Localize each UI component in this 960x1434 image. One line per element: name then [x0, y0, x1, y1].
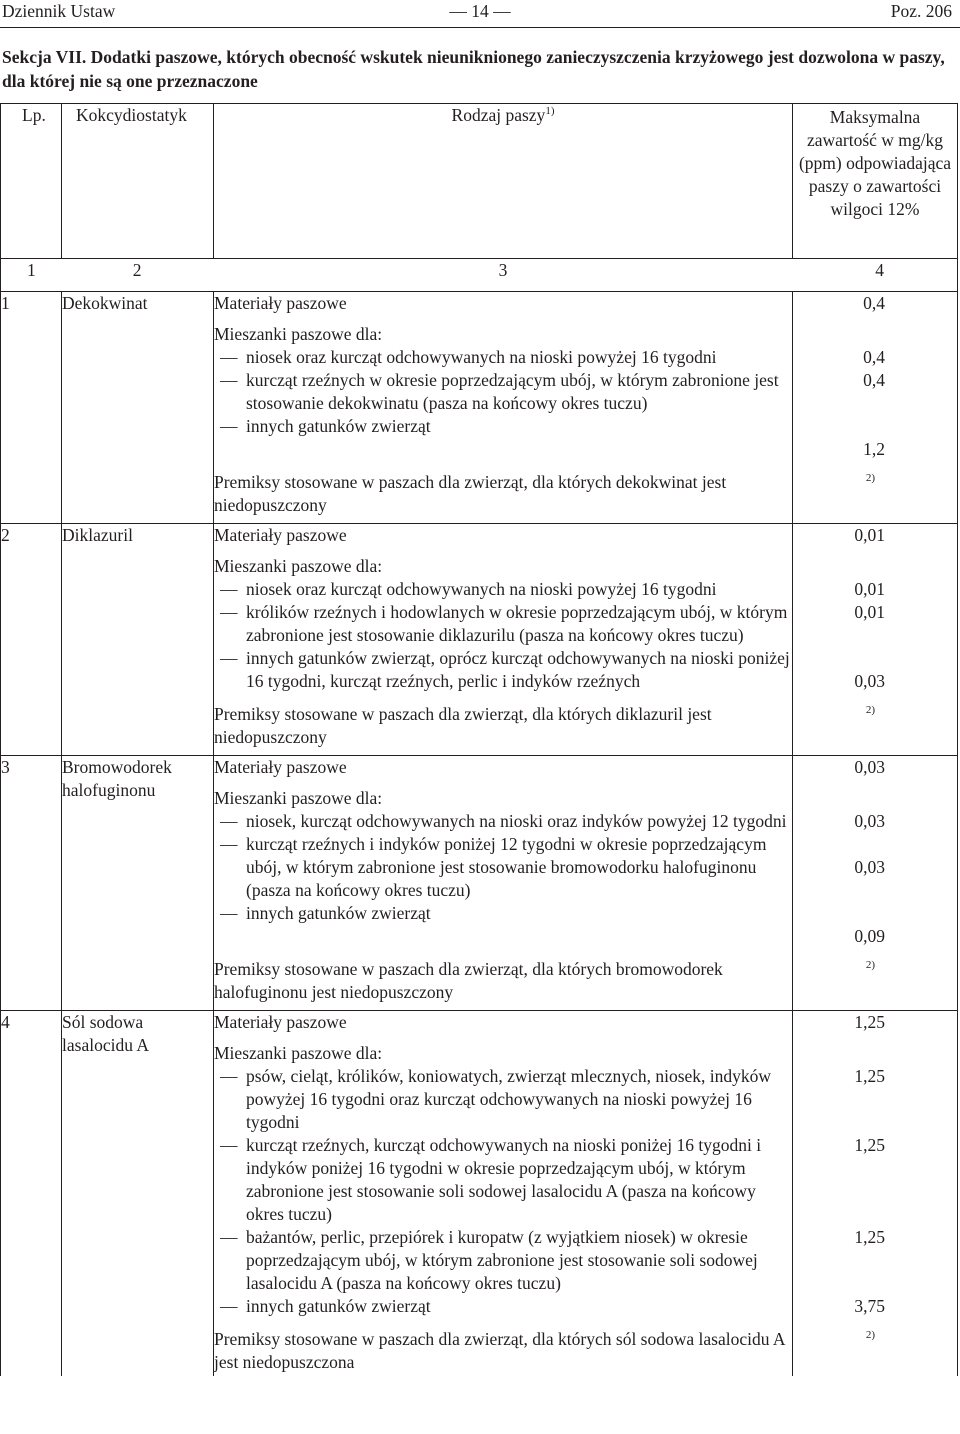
- header-rule: [0, 27, 960, 28]
- table-header-row: [1, 104, 958, 259]
- section-title: Sekcja VII. Dodatki paszowe, których obecność wskutek nieuniknionego zanieczyszczenia krzyżowego jest dozwolona w paszy, dla której nie są one przeznaczone: [2, 47, 945, 91]
- materialy-value: 1,25: [854, 1012, 885, 1032]
- mieszanki-label: Mieszanki paszowe dla:: [214, 324, 383, 344]
- row-coccidiostat-name: Dekokwinat: [62, 292, 214, 524]
- feed-item: — innych gatunków zwierząt, oprócz kurcząt odchowywanych na nioski poniżej 16 tygodni, kurcząt rzeźnych, perlic i indyków rzeźnych: [214, 647, 792, 693]
- row-lp: 2: [1, 524, 62, 756]
- page-number: — 14 —: [449, 1, 511, 21]
- coccidiostat-table: [0, 103, 958, 1376]
- feed-item-value: 3,75: [854, 1296, 885, 1316]
- materialy-label: Materiały paszowe: [214, 524, 793, 548]
- row-coccidiostat-name: Bromowodorek halofuginonu: [62, 756, 214, 1011]
- position-number: Poz. 206: [890, 1, 952, 21]
- feed-item-value: 0,03: [854, 671, 885, 691]
- header-rodzaj-paszy: [214, 104, 793, 259]
- row-lp: 3: [1, 756, 62, 1011]
- materialy-value: 0,4: [863, 293, 885, 313]
- col-number-1: 1: [1, 259, 62, 292]
- feed-item: — królików rzeźnych i hodowlanych w okresie poprzedzającym ubój, w którym zabronione jest stosowanie diklazurilu (pasza na końcowy okres tuczu): [214, 601, 792, 647]
- mieszanki-label: Mieszanki paszowe dla:: [214, 1043, 383, 1063]
- feed-item: — kurcząt rzeźnych i indyków poniżej 12 tygodni w okresie poprzedzającym ubój, w którym zabronione jest stosowanie bromowodorku halofuginonu (pasza na końcowy okres tuczu): [214, 833, 792, 902]
- col-number-3: 3: [214, 259, 793, 292]
- feed-item: — innych gatunków zwierząt: [214, 902, 792, 925]
- page-header: [0, 0, 960, 28]
- materialy-value: 0,03: [854, 757, 885, 777]
- col-number-2: 2: [62, 259, 214, 292]
- premiksy-text: Premiksy stosowane w paszach dla zwierząt, dla których bromowodorek halofuginonu jest niedopuszczony: [214, 948, 793, 1011]
- feed-item-value: 0,01: [854, 602, 885, 622]
- mieszanki-label: Mieszanki paszowe dla:: [214, 556, 383, 576]
- feed-item-value: 0,03: [854, 811, 885, 831]
- materialy-value: 0,01: [854, 525, 885, 545]
- feed-item-value: 0,4: [863, 370, 885, 390]
- header-kokcydiostatyk: Kokcydiostatyk: [62, 104, 214, 259]
- row-coccidiostat-name: Sól sodowa lasalocidu A: [62, 1011, 214, 1377]
- materialy-label: Materiały paszowe: [214, 1011, 793, 1035]
- journal-name: Dziennik Ustaw: [2, 1, 116, 21]
- premiksy-text: Premiksy stosowane w paszach dla zwierząt, dla których sól sodowa lasalocidu A jest niedopuszczona: [214, 1318, 793, 1376]
- header-max-content: Maksymalna zawartość w mg/kg (ppm) odpowiadająca paszy o zawartości wilgoci 12%: [793, 104, 958, 259]
- premiksy-text: Premiksy stosowane w paszach dla zwierząt, dla których dekokwinat jest niedopuszczony: [214, 461, 793, 524]
- row-coccidiostat-name: Diklazuril: [62, 524, 214, 756]
- feed-item: — bażantów, perlic, przepiórek i kuropatw (z wyjątkiem niosek) w okresie poprzedzającym ubój, w którym zabronione jest stosowanie soli sodowej lasalocidu A (pasza na końcowy okres tuczu): [214, 1226, 792, 1295]
- premiksy-text: Premiksy stosowane w paszach dla zwierząt, dla których diklazuril jest niedopuszczony: [214, 693, 793, 756]
- feed-item: — kurcząt rzeźnych, kurcząt odchowywanych na nioski poniżej 16 tygodni i indyków poniżej 16 tygodni w okresie poprzedzającym ubój, w którym zabronione jest stosowanie soli sodowej lasalocidu A (pasza na końcowy okres tuczu): [214, 1134, 792, 1226]
- feed-item-value: 1,25: [854, 1066, 885, 1086]
- feed-item-value: 0,01: [854, 579, 885, 599]
- premiksy-footnote: 2): [865, 959, 875, 971]
- column-number-row: [1, 259, 958, 292]
- feed-item-value: 1,2: [863, 439, 885, 459]
- feed-item-value: 0,4: [863, 347, 885, 367]
- table-row: [1, 524, 958, 756]
- premiksy-footnote: 2): [865, 704, 875, 716]
- table-row: [1, 1011, 958, 1377]
- row-lp: 1: [1, 292, 62, 524]
- premiksy-footnote: 2): [865, 1329, 875, 1341]
- col-number-4: 4: [793, 259, 958, 292]
- feed-item: — niosek oraz kurcząt odchowywanych na nioski powyżej 16 tygodni: [214, 346, 792, 369]
- header-footnote-1: 1): [545, 105, 555, 118]
- feed-item: — niosek, kurcząt odchowywanych na nioski oraz indyków powyżej 12 tygodni: [214, 810, 792, 833]
- header-rodzaj-label: Rodzaj paszy: [451, 105, 546, 125]
- feed-item-value: 0,09: [854, 926, 885, 946]
- table-row: [1, 292, 958, 524]
- materialy-label: Materiały paszowe: [214, 292, 793, 316]
- premiksy-footnote: 2): [865, 472, 875, 484]
- feed-item: — innych gatunków zwierząt: [214, 1295, 792, 1318]
- feed-item: — psów, cieląt, królików, koniowatych, zwierząt mlecznych, niosek, indyków powyżej 16 tygodni oraz kurcząt odchowywanych na nioski powyżej 16 tygodni: [214, 1065, 792, 1134]
- feed-item-value: 1,25: [854, 1227, 885, 1247]
- materialy-label: Materiały paszowe: [214, 756, 793, 780]
- feed-item-value: 1,25: [854, 1135, 885, 1155]
- feed-item: — innych gatunków zwierząt: [214, 415, 792, 438]
- header-lp: Lp.: [1, 104, 62, 259]
- feed-item: — niosek oraz kurcząt odchowywanych na nioski powyżej 16 tygodni: [214, 578, 792, 601]
- row-lp: 4: [1, 1011, 62, 1377]
- feed-item-value: 0,03: [854, 857, 885, 877]
- feed-item: — kurcząt rzeźnych w okresie poprzedzającym ubój, w którym zabronione jest stosowanie dekokwinatu (pasza na końcowy okres tuczu): [214, 369, 792, 415]
- mieszanki-label: Mieszanki paszowe dla:: [214, 788, 383, 808]
- table-row: [1, 756, 958, 1011]
